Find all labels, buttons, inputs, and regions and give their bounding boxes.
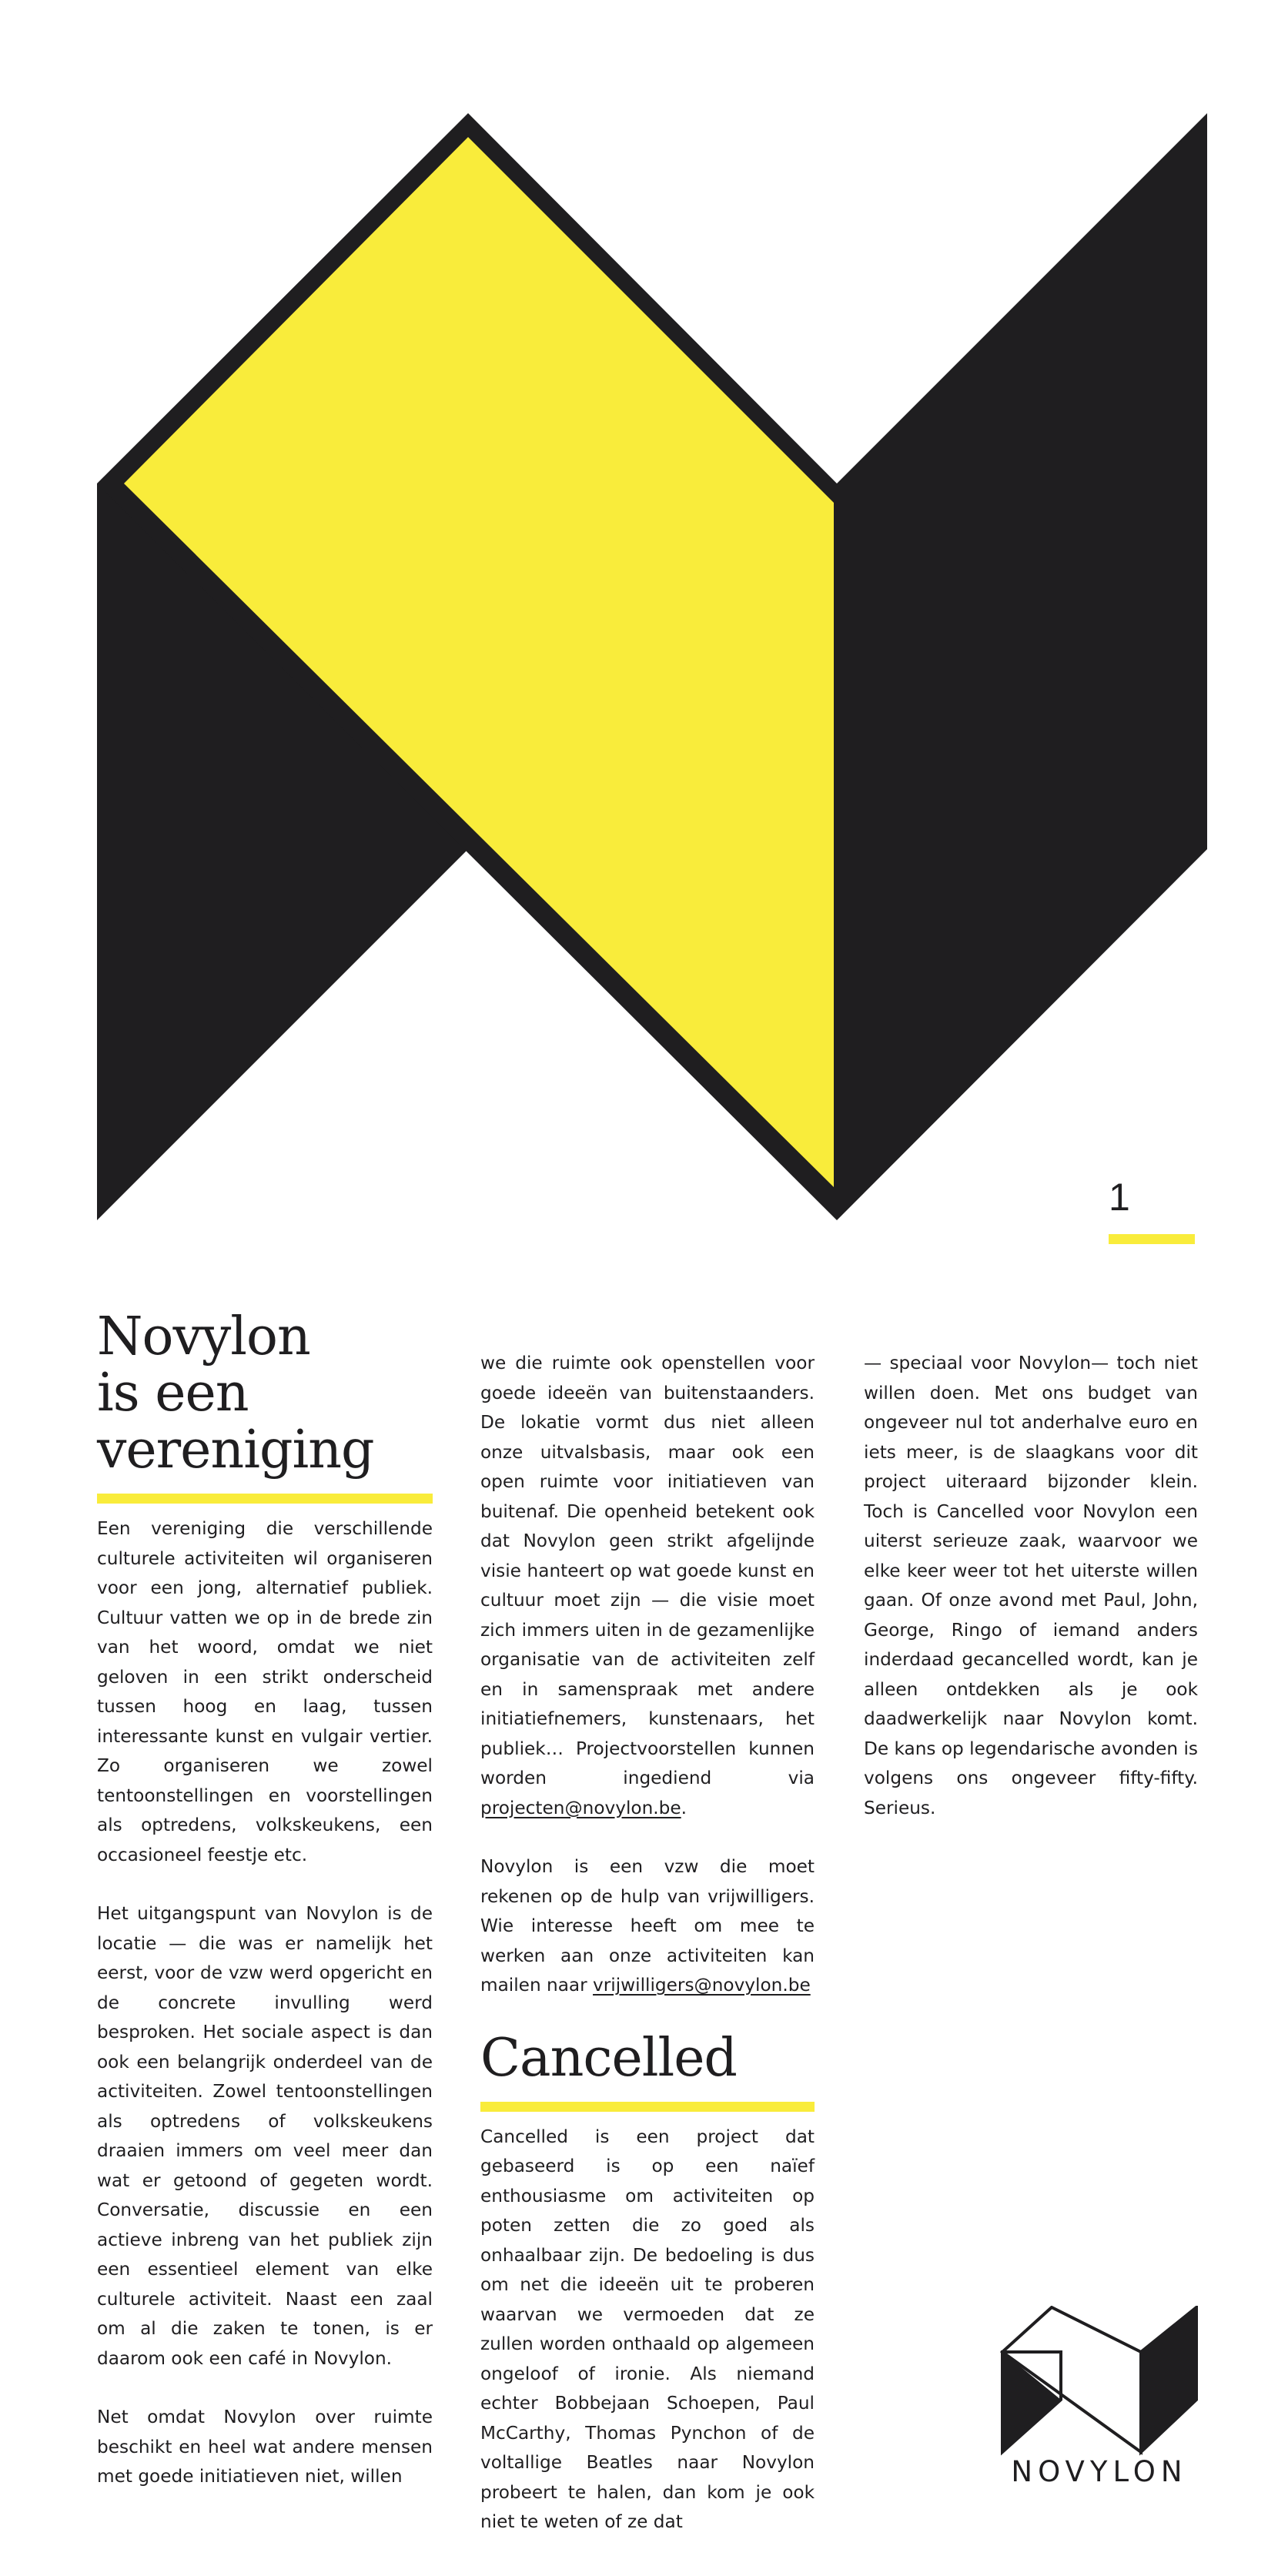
intro-paragraph-3: Net omdat Novylon over ruimte beschikt en heel wat andere mensen met goede initiatieven niet, willen	[97, 2407, 433, 2487]
cancelled-paragraph-continued: — speciaal voor Novylon— toch niet willen doen. Met ons budget van ongeveer nul tot anderhalve euro en iets meer, is de slaagkans voor dit project uiteraard bijzonder klein. Toch is Cancelled voor Novylon een uiterst serieuze zaak, waarvoor we elke keer weer tot het uiterste willen gaan. Of onze avond met Paul, John, George, Ringo of iemand anders inderdaad gecancelled wordt, kan je alleen ontdekken als je ook daadwerkelijk naar Novylon komt. De kans op legendarische avonden is volgens ons ongeveer fifty-fifty. Serieus.	[864, 1353, 1198, 1818]
cancelled-heading: Cancelled	[480, 2027, 737, 2089]
intro-heading-line-2: is een	[97, 1363, 249, 1424]
intro-paragraph-2: Het uitgangspunt van Novylon is de locatie — die was er namelijk het eerst, voor de vzw werd opgericht en de concrete invulling werd besproken. Het sociale aspect is dan ook een belangrijk onderdeel van de activiteiten. Zowel tentoonstellingen als optredens of volkskeukens draaien immers om veel meer dan wat er getoond of gegeten wordt. Conversatie, discussie en een actieve inbreng van het publiek zijn een essentieel element van elke culturele activiteit. Naast een zaal om al die zaken te tonen, is er daarom ook een café in Novylon.	[97, 1903, 433, 2369]
intro-continued-text: we die ruimte ook openstellen voor goede ideeën van buitenstaanders. De lokatie vormt dus niet alleen onze uitvalsbasis, maar ook een open ruimte voor initiatieven van buitenaf. Die openheid betekent ook dat Novylon geen strikt afgelijnde visie hanteert op wat goede kunst en cultuur moet zijn — die visie moet zich immers uiten in de gezamenlijke organisatie van de activiteiten zelf en in samenspraak met andere initiatiefnemers, kunstenaars, het publiek… Projectvoorstellen kunnen worden ingediend via	[480, 1353, 815, 1788]
volunteer-email-link[interactable]: vrijwilligers@novylon.be	[593, 1975, 811, 1996]
volunteer-paragraph	[480, 1852, 815, 2001]
volunteer-text: Novylon is een vzw die moet rekenen op de hulp van vrijwilligers. Wie interesse heeft om mee te werken aan onze activiteiten kan mailen naar	[480, 1856, 815, 1996]
intro-paragraph-1: Een vereniging die verschillende culturele activiteiten wil organiseren voor een jong, alternatief publiek. Cultuur vatten we op in de brede zin van het woord, omdat we niet geloven in een strikt onderscheid tussen hoog en laag, tussen interessante kunst en vulgair vertier. Zo organiseren we zowel tentoonstellingen en voorstellingen als optredens, volkskeukens, een occasioneel feestje etc.	[97, 1518, 433, 1865]
intro-heading	[97, 1306, 433, 1480]
intro-heading-line-1: Novylon	[97, 1306, 310, 1367]
column-3	[864, 1349, 1198, 1852]
projects-email-link[interactable]: projecten@novylon.be	[480, 1797, 681, 1818]
cancelled-section	[480, 2027, 815, 2538]
page-number-underline	[1109, 1234, 1195, 1244]
cancelled-heading-underline	[480, 2102, 815, 2112]
hero-n-graphic	[0, 0, 1288, 1247]
intro-heading-line-3: vereniging	[97, 1419, 374, 1480]
intro-paragraph-continued: we die ruimte ook openstellen voor goede ideeën van buitenstaanders. De lokatie vormt dus niet alleen onze uitvalsbasis, maar ook een open ruimte voor initiatieven van buitenaf. Die openheid betekent ook dat Novylon geen strikt afgelijnde visie hanteert op wat goede kunst en cultuur moet zijn — die visie moet zich immers uiten in de gezamenlijke organisatie van de activiteiten zelf en in samenspraak met andere initiatiefnemers, kunstenaars, het publiek… Projectvoorstellen kunnen worden ingediend via projecten@novylon.be.	[480, 1353, 815, 1818]
column-1	[97, 1306, 433, 2521]
page-number: 1	[1109, 1176, 1130, 1219]
novylon-wordmark: NOVYLON	[1011, 2455, 1188, 2488]
cancelled-paragraph: Cancelled is een project dat gebaseerd is op een naïef enthousiasme om activiteiten op poten zetten die zo goed als onhaalbaar zijn. De bedoeling is dus om net die ideeën uit te proberen waarvan we vermoeden dat ze zullen worden onthaald op algemeen ongeloof of ironie. Als niemand echter Bobbejaan Schoepen, Paul McCarthy, Thomas Pynchon of de voltallige Beatles naar Novylon probeert te halen, dan kom je ook niet te weten of ze dat	[480, 2126, 815, 2533]
hero-right-dark-shape	[837, 113, 1207, 1220]
intro-heading-underline	[97, 1494, 433, 1504]
column-2	[480, 1349, 815, 2567]
